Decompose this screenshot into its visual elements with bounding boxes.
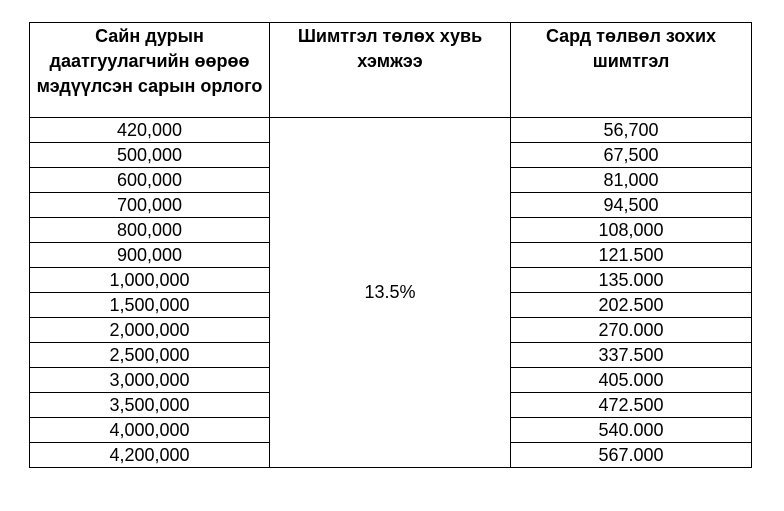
contribution-cell: 405.000 bbox=[511, 368, 752, 393]
income-cell: 2,500,000 bbox=[30, 343, 270, 368]
income-cell: 900,000 bbox=[30, 243, 270, 268]
table-row bbox=[30, 118, 752, 143]
income-cell: 1,000,000 bbox=[30, 268, 270, 293]
income-cell: 3,500,000 bbox=[30, 393, 270, 418]
income-cell: 600,000 bbox=[30, 168, 270, 193]
contribution-cell: 202.500 bbox=[511, 293, 752, 318]
income-cell: 2,000,000 bbox=[30, 318, 270, 343]
contribution-cell: 56,700 bbox=[511, 118, 752, 143]
income-cell: 1,500,000 bbox=[30, 293, 270, 318]
contribution-cell: 121.500 bbox=[511, 243, 752, 268]
contribution-cell: 81,000 bbox=[511, 168, 752, 193]
contribution-cell: 108,000 bbox=[511, 218, 752, 243]
income-cell: 4,200,000 bbox=[30, 443, 270, 468]
contribution-cell: 135.000 bbox=[511, 268, 752, 293]
income-cell: 800,000 bbox=[30, 218, 270, 243]
income-cell: 4,000,000 bbox=[30, 418, 270, 443]
rate-cell: 13.5% bbox=[270, 118, 511, 468]
header-monthly-income: Сайн дурын даатгуулагчийн өөрөө мэдүүлсэн сарын орлого bbox=[30, 23, 270, 118]
table-body bbox=[30, 118, 752, 468]
contribution-table bbox=[29, 22, 752, 468]
income-cell: 500,000 bbox=[30, 143, 270, 168]
income-cell: 3,000,000 bbox=[30, 368, 270, 393]
contribution-cell: 472.500 bbox=[511, 393, 752, 418]
contribution-cell: 337.500 bbox=[511, 343, 752, 368]
contribution-cell: 94,500 bbox=[511, 193, 752, 218]
contribution-cell: 270.000 bbox=[511, 318, 752, 343]
contribution-cell: 540.000 bbox=[511, 418, 752, 443]
contribution-cell: 567.000 bbox=[511, 443, 752, 468]
income-cell: 420,000 bbox=[30, 118, 270, 143]
contribution-cell: 67,500 bbox=[511, 143, 752, 168]
header-monthly-contribution: Сард төлвөл зохих шимтгэл bbox=[511, 23, 752, 118]
header-row bbox=[30, 23, 752, 118]
header-contribution-rate: Шимтгэл төлөх хувь хэмжээ bbox=[270, 23, 511, 118]
income-cell: 700,000 bbox=[30, 193, 270, 218]
